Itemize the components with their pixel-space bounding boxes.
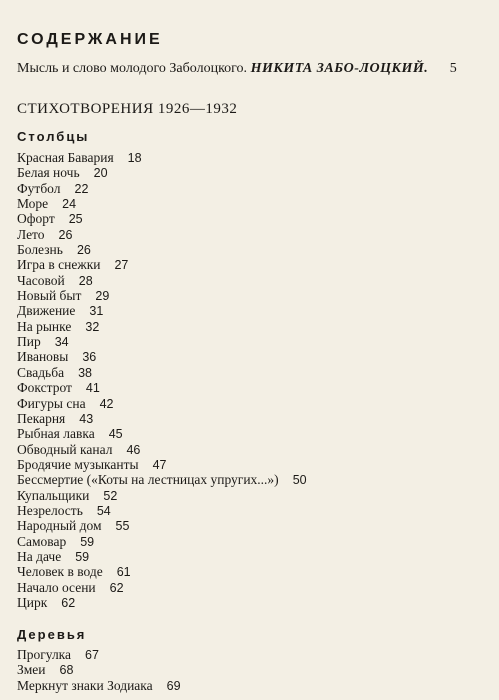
toc-entry [17,150,487,165]
toc-entry [17,549,487,564]
entry-title: Народный дом [17,518,102,534]
entry-page-number: 68 [59,663,74,678]
entry-page-number: 24 [62,197,77,212]
entry-page-number: 34 [54,335,69,350]
entry-title: Обводный канал [17,441,113,457]
toc-entry [17,257,487,272]
entry-title: Пекарня [17,410,66,426]
entry-page-number: 27 [114,258,129,273]
entry-page-number: 59 [75,549,90,564]
entry-title: Купальщики [17,487,90,503]
toc-entry [17,273,487,288]
toc-entry [17,678,487,693]
entry-page-number: 41 [85,381,100,396]
entry-page-number: 47 [152,457,167,472]
entry-title: Начало осени [17,579,96,595]
toc-entry [17,396,487,411]
entry-title: Прогулка [17,647,72,662]
entry-title: Красная Бавария [17,150,114,165]
entry-title: Движение [17,303,76,319]
entry-title: Самовар [17,533,67,549]
entry-page-number: 50 [292,473,307,488]
entry-title: Игра в снежки [17,257,101,273]
intro-author: НИКИТА ЗАБО-ЛОЦКИЙ. [250,61,429,76]
entry-page-number: 62 [109,580,124,595]
toc-entry [17,662,487,677]
section-title: СТИХОТВОРЕНИЯ 1926—1932 [17,101,238,117]
entry-page-number: 61 [116,565,131,580]
toc-entry [17,595,487,610]
toc-entry [17,349,487,364]
entry-title: Новый быт [17,288,82,304]
entry-title: Свадьба [17,364,65,380]
toc-entry [17,564,487,579]
cycle-title: Столбцы [17,129,90,144]
toc-entry [17,227,487,242]
entry-title: Футбол [17,180,61,196]
entry-page-number: 28 [78,273,93,288]
toc-entry [17,380,487,395]
entry-page-number: 69 [166,678,181,693]
entry-list [17,150,487,610]
entry-page-number: 29 [95,289,110,304]
entry-page-number: 55 [115,519,130,534]
toc-entry [17,534,487,549]
entry-title: Белая ночь [17,165,80,181]
toc-entry [17,303,487,318]
toc-entry [17,518,487,533]
entry-title: Фокстрот [17,380,72,396]
toc-entry [17,365,487,380]
toc-entry [17,580,487,595]
toc-entry [17,442,487,457]
toc-entry [17,488,487,503]
entry-page-number: 26 [58,227,73,242]
toc-entry [17,426,487,441]
entry-page-number: 62 [61,595,76,610]
intro-page-number: 5 [449,61,457,76]
entry-page-number: 25 [68,212,83,227]
entry-title: Офорт [17,211,55,227]
toc-entry [17,457,487,472]
entry-page-number: 20 [93,166,108,181]
toc-entry [17,211,487,226]
entry-title: На рынке [17,318,72,334]
entry-title: Ивановы [17,349,69,365]
entry-page-number: 59 [80,534,95,549]
intro-entry [17,61,487,77]
toc-entry [17,288,487,303]
entry-page-number: 26 [76,243,91,258]
entry-title: Фигуры сна [17,395,86,411]
entry-title: Часовой [17,272,65,288]
cycle-title: Деревья [17,627,87,642]
toc-entry [17,334,487,349]
entry-page-number: 36 [82,350,97,365]
entry-title: На даче [17,548,62,564]
entry-page-number: 42 [99,396,114,411]
entry-title: Бродячие музыканты [17,456,139,472]
entry-list [17,647,487,693]
page-title: СОДЕРЖАНИЕ [17,31,163,48]
entry-title: Меркнут знаки Зодиака [17,677,153,693]
entry-title: Бессмертие («Коты на лестницах упругих...») [17,472,279,488]
entry-page-number: 22 [74,181,89,196]
entry-page-number: 43 [79,411,94,426]
entry-title: Лето [17,226,45,242]
entry-page-number: 54 [96,503,111,518]
entry-page-number: 45 [108,427,123,442]
entry-page-number: 32 [85,319,100,334]
toc-entry [17,319,487,334]
entry-title: Незрелость [17,502,83,518]
toc-entry [17,503,487,518]
toc-entry [17,181,487,196]
entry-page-number: 18 [127,151,142,165]
entry-title: Цирк [17,594,48,610]
toc-entry [17,411,487,426]
toc-entry [17,647,487,662]
intro-text: Мысль и слово молодого Заболоцкого. [17,61,248,76]
entry-page-number: 46 [126,442,141,457]
entry-title: Пир [17,334,41,350]
entry-title: Болезнь [17,242,63,258]
entry-page-number: 38 [78,365,92,380]
entry-page-number: 52 [103,488,118,503]
entry-title: Рыбная лавка [17,426,95,442]
toc-entry [17,242,487,257]
toc-entry [17,196,487,211]
toc-entry [17,472,487,487]
entry-page-number: 31 [89,304,104,319]
entry-title: Змеи [17,662,46,678]
entry-title: Человек в воде [17,564,103,580]
toc-entry [17,165,487,180]
entry-title: Море [17,196,49,212]
entry-page-number: 67 [85,648,99,662]
